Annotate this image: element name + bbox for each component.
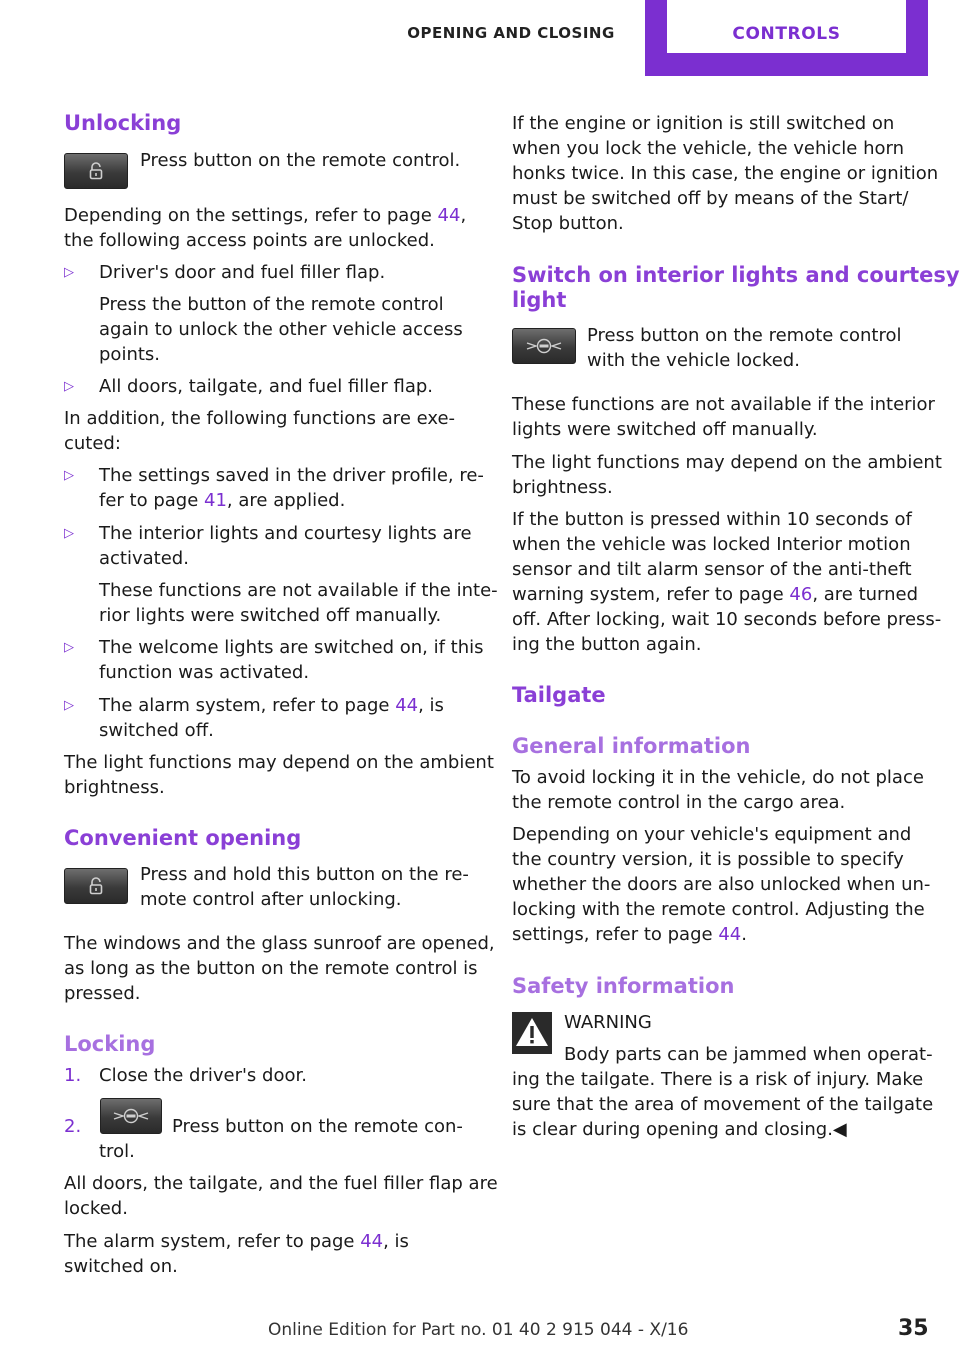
- bullet-text: All doors, tailgate, and fuel filler flap.: [99, 376, 434, 397]
- bullet-triangle-icon: ▷: [64, 379, 74, 394]
- bullet-text: Driver's door and fuel filler flap.: [99, 262, 386, 283]
- paragraph: If the engine or ignition is still switched on: [512, 113, 895, 134]
- paragraph: To avoid locking it in the vehicle, do not place: [512, 767, 924, 788]
- paragraph: the remote control in the cargo area.: [512, 792, 846, 813]
- paragraph: Stop button.: [512, 213, 624, 234]
- paragraph: The windows and the glass sunroof are opened,: [64, 933, 495, 954]
- paragraph: cuted:: [64, 433, 121, 454]
- bullet-text: These functions are not available if the inte‐: [99, 580, 498, 601]
- bullet-triangle-icon: ▷: [64, 265, 74, 280]
- step-number: 2.: [64, 1116, 82, 1137]
- mini-logo-icon: [112, 1108, 150, 1124]
- step-text: Press button on the remote con‐: [172, 1116, 463, 1137]
- bullet-triangle-icon: ▷: [64, 640, 74, 655]
- bullet-triangle-icon: ▷: [64, 468, 74, 483]
- warning-text: is clear during opening and closing.◀: [512, 1119, 847, 1140]
- unlock-icon: [88, 162, 104, 180]
- paragraph: settings, refer to page 44.: [512, 924, 747, 945]
- heading-interior-lights: Switch on interior lights and courtesy: [512, 263, 960, 287]
- bullet-text: rior lights were switched off manually.: [99, 605, 442, 626]
- heading-convenient-opening: Convenient opening: [64, 826, 302, 850]
- heading-safety-information: Safety information: [512, 974, 735, 998]
- mini-logo-button-image: [512, 328, 576, 364]
- chapter-tab: [645, 0, 928, 76]
- paragraph: honks twice. In this case, the engine or ignition: [512, 163, 939, 184]
- bullet-text: The interior lights and courtesy lights are: [99, 523, 472, 544]
- paragraph: lights were switched off manually.: [512, 419, 818, 440]
- page-link-44[interactable]: 44: [395, 695, 419, 716]
- paragraph: when you lock the vehicle, the vehicle horn: [512, 138, 905, 159]
- paragraph: Press button on the remote control: [587, 325, 902, 346]
- paragraph: mote control after unlocking.: [140, 889, 402, 910]
- paragraph: In addition, the following functions are exe‐: [64, 408, 456, 429]
- bullet-text: points.: [99, 344, 161, 365]
- heading-unlocking: Unlocking: [64, 111, 182, 135]
- footer-edition: Online Edition for Part no. 01 40 2 915 044 - X/16: [268, 1320, 689, 1340]
- unlock-button-image: [64, 868, 128, 904]
- heading-interior-lights-2: light: [512, 288, 567, 312]
- bullet-text: The settings saved in the driver profile, re‐: [99, 465, 484, 486]
- warning-triangle-icon: [512, 1012, 552, 1054]
- unlock-icon: [88, 877, 104, 895]
- heading-tailgate: Tailgate: [512, 683, 606, 707]
- paragraph: The alarm system, refer to page 44, is: [64, 1231, 409, 1252]
- paragraph: If the button is pressed within 10 seconds of: [512, 509, 912, 530]
- unlock-intro: Depending on the settings, refer to page 44,: [64, 205, 467, 226]
- paragraph: with the vehicle locked.: [587, 350, 800, 371]
- warning-text: Body parts can be jammed when operat‐: [564, 1044, 933, 1065]
- mini-logo-icon: [525, 338, 563, 354]
- bullet-text: switched off.: [99, 720, 214, 741]
- page-link-44[interactable]: 44: [360, 1231, 384, 1252]
- paragraph: whether the doors are also unlocked when un‐: [512, 874, 931, 895]
- warning-text: ing the tailgate. There is a risk of injury. Make: [512, 1069, 924, 1090]
- unlock-button-text: Press button on the remote control.: [140, 150, 461, 171]
- bullet-triangle-icon: ▷: [64, 698, 74, 713]
- page-link-44[interactable]: 44: [437, 205, 461, 226]
- paragraph: off. After locking, wait 10 seconds before press‐: [512, 609, 942, 630]
- warning-text: sure that the area of movement of the tailgate: [512, 1094, 934, 1115]
- paragraph: The light functions may depend on the ambient: [64, 752, 494, 773]
- page-link-44[interactable]: 44: [718, 924, 742, 945]
- paragraph: pressed.: [64, 983, 141, 1004]
- mini-logo-button-image: [100, 1098, 162, 1134]
- paragraph: All doors, the tailgate, and the fuel filler flap are: [64, 1173, 498, 1194]
- paragraph: ing the button again.: [512, 634, 702, 655]
- chapter-tab-label: CONTROLS: [667, 0, 906, 53]
- paragraph: warning system, refer to page 46, are turned: [512, 584, 919, 605]
- bullet-text: again to unlock the other vehicle access: [99, 319, 463, 340]
- warning-label: WARNING: [564, 1012, 652, 1033]
- bullet-triangle-icon: ▷: [64, 526, 74, 541]
- page-link-41[interactable]: 41: [204, 490, 227, 511]
- running-header-section: OPENING AND CLOSING: [407, 24, 615, 42]
- paragraph: switched on.: [64, 1256, 178, 1277]
- unlock-button-image: [64, 153, 128, 189]
- paragraph: must be switched off by means of the Start/: [512, 188, 909, 209]
- bullet-text: function was activated.: [99, 662, 310, 683]
- page-number: 35: [898, 1316, 929, 1341]
- paragraph: when the vehicle was locked Interior motion: [512, 534, 911, 555]
- paragraph: Press and hold this button on the re‐: [140, 864, 469, 885]
- paragraph: locking with the remote control. Adjusting the: [512, 899, 925, 920]
- paragraph: brightness.: [512, 477, 613, 498]
- paragraph: The light functions may depend on the ambient: [512, 452, 942, 473]
- paragraph: sensor and tilt alarm sensor of the anti-theft: [512, 559, 912, 580]
- paragraph: These functions are not available if the interior: [512, 394, 935, 415]
- heading-general-information: General information: [512, 734, 751, 758]
- unlock-intro-2: the following access points are unlocked.: [64, 230, 435, 251]
- heading-locking: Locking: [64, 1032, 156, 1056]
- paragraph: Depending on your vehicle's equipment and: [512, 824, 912, 845]
- paragraph: as long as the button on the remote control is: [64, 958, 478, 979]
- page-link-46[interactable]: 46: [789, 584, 813, 605]
- bullet-text: Press the button of the remote control: [99, 294, 444, 315]
- step-number: 1.: [64, 1065, 82, 1086]
- bullet-text: The alarm system, refer to page 44, is: [99, 695, 444, 716]
- bullet-text: fer to page 41, are applied.: [99, 490, 346, 511]
- paragraph: brightness.: [64, 777, 165, 798]
- bullet-text: activated.: [99, 548, 189, 569]
- step-text: trol.: [99, 1141, 135, 1162]
- paragraph: the country version, it is possible to specify: [512, 849, 904, 870]
- bullet-text: The welcome lights are switched on, if this: [99, 637, 484, 658]
- step-text: Close the driver's door.: [99, 1065, 307, 1086]
- paragraph: locked.: [64, 1198, 128, 1219]
